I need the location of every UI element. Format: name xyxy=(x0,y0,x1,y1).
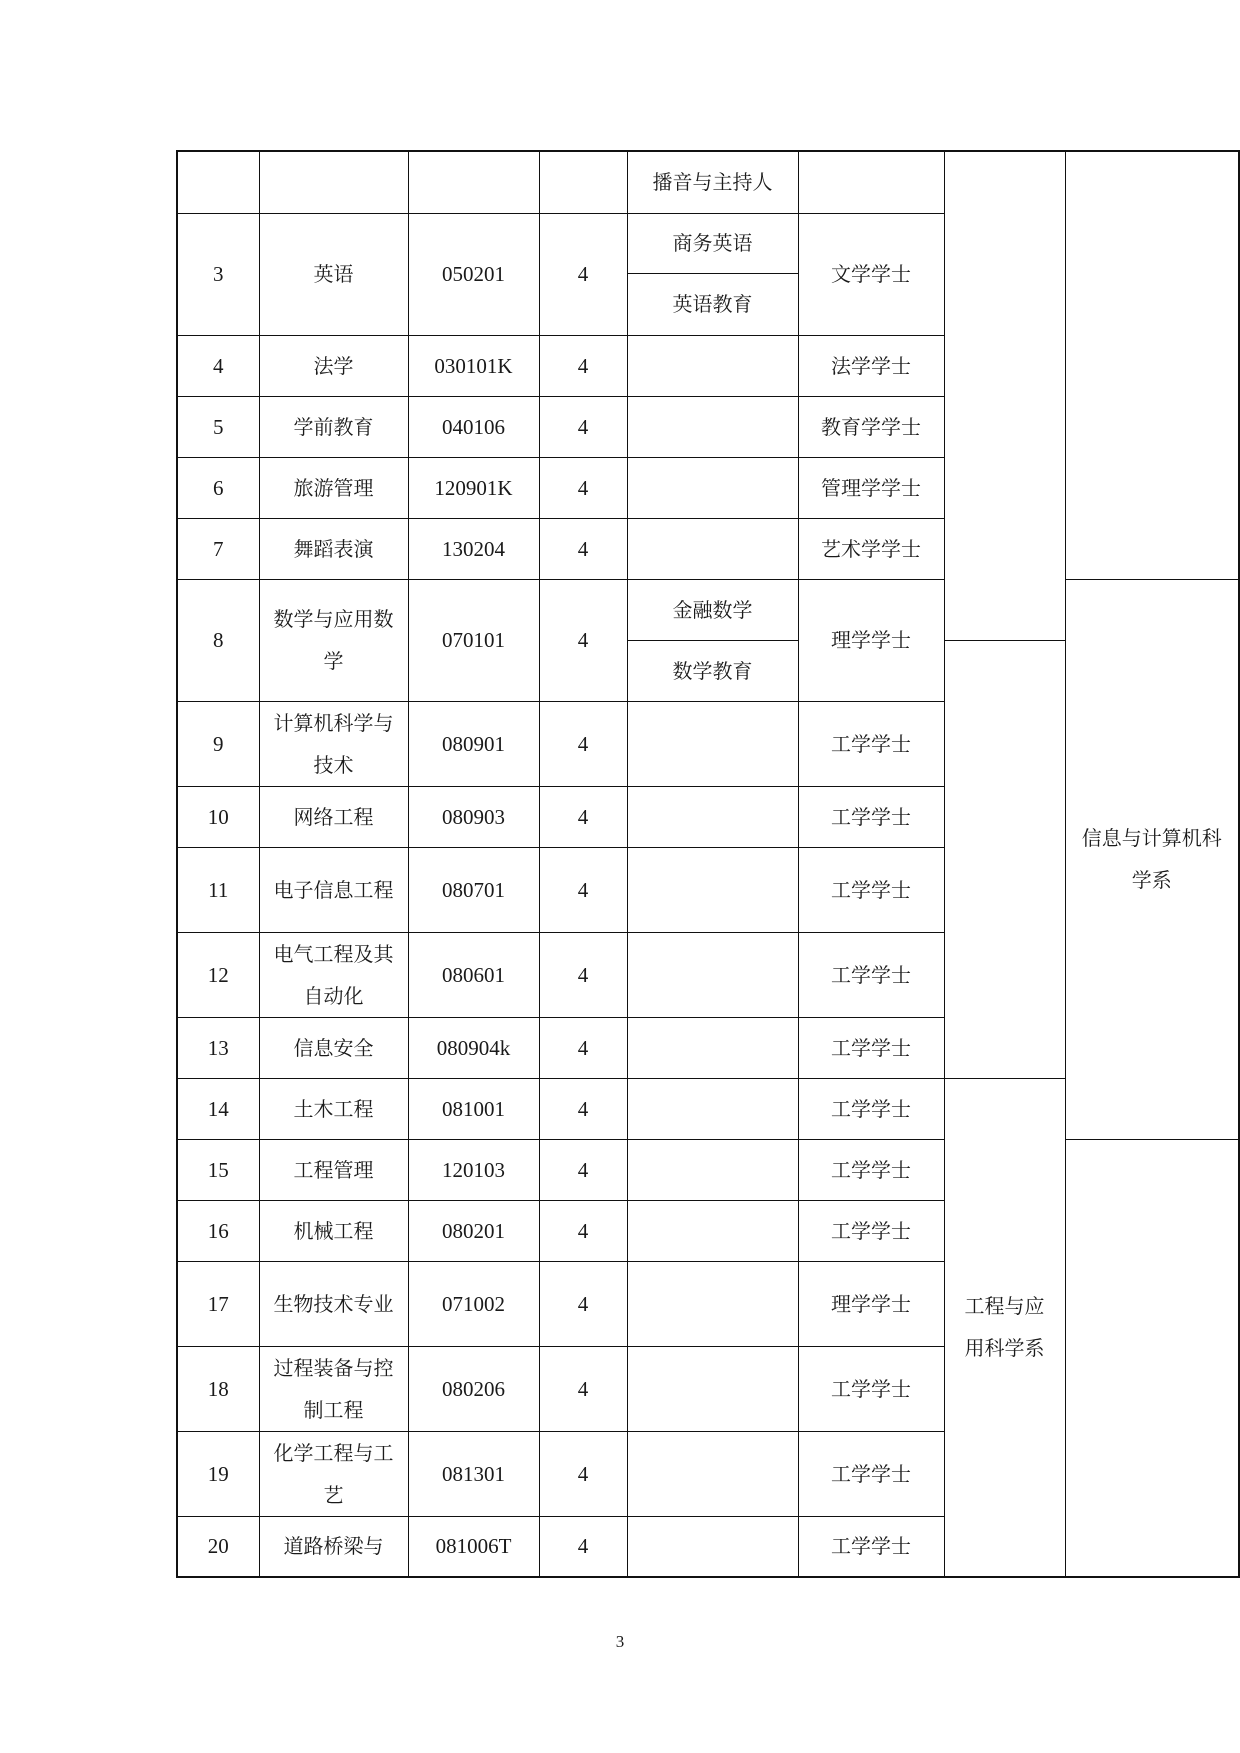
cell-department: 信息与计算机科学系 xyxy=(1065,579,1239,1139)
cell-no: 15 xyxy=(177,1139,259,1200)
cell-major: 生物技术专业 xyxy=(259,1261,408,1346)
cell-code xyxy=(408,151,539,213)
cell-direction: 播音与主持人 xyxy=(627,151,798,213)
cell-direction xyxy=(627,1261,798,1346)
cell-years: 4 xyxy=(539,518,627,579)
cell-direction: 数学教育 xyxy=(627,640,798,701)
cell-degree: 工学学士 xyxy=(798,1139,944,1200)
cell-direction xyxy=(627,518,798,579)
cell-direction xyxy=(627,847,798,932)
cell-no: 17 xyxy=(177,1261,259,1346)
table-row xyxy=(177,1261,1239,1346)
cell-major: 学前教育 xyxy=(259,396,408,457)
cell-major: 化学工程与工艺 xyxy=(259,1431,408,1516)
cell-direction xyxy=(627,1078,798,1139)
cell-no: 3 xyxy=(177,213,259,335)
cell-years: 4 xyxy=(539,213,627,335)
cell-code: 071002 xyxy=(408,1261,539,1346)
cell-years: 4 xyxy=(539,932,627,1017)
cell-years: 4 xyxy=(539,1346,627,1431)
cell-no: 9 xyxy=(177,701,259,786)
cell-years: 4 xyxy=(539,1017,627,1078)
cell-direction: 金融数学 xyxy=(627,579,798,640)
cell-code: 040106 xyxy=(408,396,539,457)
cell-degree: 工学学士 xyxy=(798,1346,944,1431)
cell-major: 数学与应用数学 xyxy=(259,579,408,701)
cell-no: 13 xyxy=(177,1017,259,1078)
cell-no: 11 xyxy=(177,847,259,932)
cell-direction xyxy=(627,1139,798,1200)
cell-direction: 英语教育 xyxy=(627,273,798,335)
cell-degree: 理学学士 xyxy=(798,1261,944,1346)
cell-major: 过程装备与控制工程 xyxy=(259,1346,408,1431)
cell-years xyxy=(539,151,627,213)
cell-code: 120901K xyxy=(408,457,539,518)
cell-direction xyxy=(627,457,798,518)
table-row xyxy=(177,1139,1239,1200)
cell-degree: 工学学士 xyxy=(798,932,944,1017)
cell-code: 120103 xyxy=(408,1139,539,1200)
cell-code: 081001 xyxy=(408,1078,539,1139)
cell-code: 080206 xyxy=(408,1346,539,1431)
cell-direction xyxy=(627,1516,798,1577)
cell-direction xyxy=(627,335,798,396)
cell-no: 6 xyxy=(177,457,259,518)
cell-major: 道路桥梁与 xyxy=(259,1516,408,1577)
cell-no: 8 xyxy=(177,579,259,701)
majors-table xyxy=(176,150,1240,1578)
cell-code: 070101 xyxy=(408,579,539,701)
cell-years: 4 xyxy=(539,1431,627,1516)
cell-degree: 教育学学士 xyxy=(798,396,944,457)
table-row xyxy=(177,335,1239,396)
cell-direction xyxy=(627,1346,798,1431)
cell-major: 计算机科学与技术 xyxy=(259,701,408,786)
cell-code: 080701 xyxy=(408,847,539,932)
page-number: 3 xyxy=(615,1632,625,1651)
table-row xyxy=(177,396,1239,457)
cell-code: 130204 xyxy=(408,518,539,579)
cell-no: 10 xyxy=(177,786,259,847)
cell-direction xyxy=(627,1200,798,1261)
cell-major: 英语 xyxy=(259,213,408,335)
table-row xyxy=(177,1346,1239,1431)
cell-code: 030101K xyxy=(408,335,539,396)
cell-direction: 商务英语 xyxy=(627,213,798,273)
cell-code: 080201 xyxy=(408,1200,539,1261)
cell-major: 电子信息工程 xyxy=(259,847,408,932)
cell-years: 4 xyxy=(539,1078,627,1139)
cell-degree: 工学学士 xyxy=(798,786,944,847)
cell-degree: 工学学士 xyxy=(798,1200,944,1261)
cell-direction xyxy=(627,701,798,786)
table-row xyxy=(177,1431,1239,1516)
table-row xyxy=(177,518,1239,579)
cell-degree: 工学学士 xyxy=(798,1078,944,1139)
cell-years: 4 xyxy=(539,701,627,786)
cell-years: 4 xyxy=(539,457,627,518)
cell-direction xyxy=(627,396,798,457)
cell-years: 4 xyxy=(539,579,627,701)
cell-major xyxy=(259,151,408,213)
cell-direction xyxy=(627,1431,798,1516)
cell-no: 20 xyxy=(177,1516,259,1577)
cell-major: 机械工程 xyxy=(259,1200,408,1261)
cell-major: 旅游管理 xyxy=(259,457,408,518)
cell-major: 信息安全 xyxy=(259,1017,408,1078)
cell-no: 14 xyxy=(177,1078,259,1139)
cell-code: 081301 xyxy=(408,1431,539,1516)
table-row xyxy=(177,1200,1239,1261)
cell-degree: 工学学士 xyxy=(798,847,944,932)
cell-years: 4 xyxy=(539,1200,627,1261)
table-row xyxy=(177,213,1239,273)
cell-code: 080901 xyxy=(408,701,539,786)
cell-major: 土木工程 xyxy=(259,1078,408,1139)
table-row xyxy=(177,579,1239,640)
table-row xyxy=(177,457,1239,518)
cell-years: 4 xyxy=(539,847,627,932)
cell-degree: 理学学士 xyxy=(798,579,944,701)
table-row-continued xyxy=(177,151,1239,213)
cell-degree: 文学学士 xyxy=(798,213,944,335)
cell-degree: 工学学士 xyxy=(798,1017,944,1078)
cell-no: 12 xyxy=(177,932,259,1017)
cell-years: 4 xyxy=(539,1516,627,1577)
cell-department: 工程与应用科学系 xyxy=(944,1078,1065,1577)
cell-code: 080601 xyxy=(408,932,539,1017)
cell-department xyxy=(944,151,1065,640)
cell-degree: 工学学士 xyxy=(798,1516,944,1577)
cell-no: 5 xyxy=(177,396,259,457)
cell-code: 050201 xyxy=(408,213,539,335)
cell-major: 电气工程及其自动化 xyxy=(259,932,408,1017)
cell-major: 网络工程 xyxy=(259,786,408,847)
cell-no: 7 xyxy=(177,518,259,579)
cell-code: 081006T xyxy=(408,1516,539,1577)
cell-degree xyxy=(798,151,944,213)
cell-no: 19 xyxy=(177,1431,259,1516)
cell-no xyxy=(177,151,259,213)
cell-degree: 艺术学学士 xyxy=(798,518,944,579)
cell-degree: 管理学学士 xyxy=(798,457,944,518)
cell-years: 4 xyxy=(539,1139,627,1200)
cell-major: 法学 xyxy=(259,335,408,396)
cell-degree: 法学学士 xyxy=(798,335,944,396)
cell-major: 工程管理 xyxy=(259,1139,408,1200)
cell-direction xyxy=(627,932,798,1017)
cell-years: 4 xyxy=(539,786,627,847)
cell-major: 舞蹈表演 xyxy=(259,518,408,579)
cell-years: 4 xyxy=(539,396,627,457)
cell-no: 4 xyxy=(177,335,259,396)
cell-direction xyxy=(627,786,798,847)
cell-degree: 工学学士 xyxy=(798,701,944,786)
cell-no: 16 xyxy=(177,1200,259,1261)
cell-years: 4 xyxy=(539,335,627,396)
cell-code: 080904k xyxy=(408,1017,539,1078)
cell-degree: 工学学士 xyxy=(798,1431,944,1516)
cell-no: 18 xyxy=(177,1346,259,1431)
table-row xyxy=(177,1516,1239,1577)
cell-direction xyxy=(627,1017,798,1078)
cell-years: 4 xyxy=(539,1261,627,1346)
cell-code: 080903 xyxy=(408,786,539,847)
